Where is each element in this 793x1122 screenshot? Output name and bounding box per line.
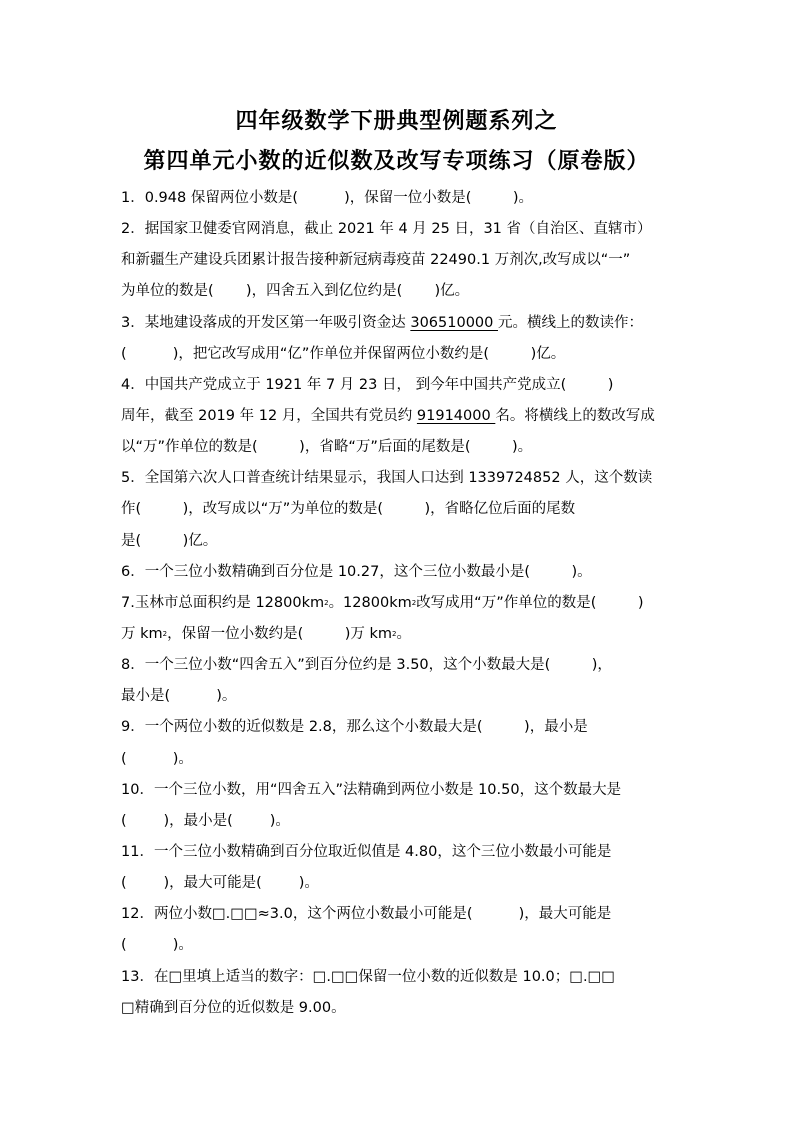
text: 4．中国共产党成立于 1921 年 7 月 23 日， 到今年中国共产党成立( ) (121, 376, 614, 393)
question-9-line2 (121, 744, 677, 775)
text: 是( )亿。 (121, 532, 218, 549)
text: ( )，最大可能是( )。 (121, 875, 319, 892)
text: 2．据国家卫健委官网消息，截止 2021 年 4 月 25 日，31 省（自治区、直辖市） (121, 221, 652, 238)
question-2-line1 (121, 214, 677, 245)
question-7-line1 (121, 588, 677, 619)
document-title-line1: 四年级数学下册典型例题系列之 (235, 109, 558, 134)
text: 12．两位小数□.□□≈3.0，这个两位小数最小可能是( )，最大可能是 (121, 906, 612, 923)
superscript: 2 (162, 629, 168, 638)
text: 和新疆生产建设兵团累计报告接种新冠病毒疫苗 22490.1 万剂次,改写成以“一” (121, 252, 631, 269)
question-12-line1 (121, 899, 677, 930)
question-3-line2 (121, 339, 677, 370)
question-10-line1 (121, 775, 677, 806)
document-title-line2: 第四单元小数的近似数及改写专项练习（原卷版） (143, 149, 650, 174)
underlined-number: 306510000 (410, 314, 498, 331)
text: 万 km (121, 625, 163, 642)
text: 1．0.948 保留两位小数是( )，保留一位小数是( )。 (121, 190, 534, 206)
text: 11．一个三位小数精确到百分位取近似值是 4.80，这个三位小数最小可能是 (121, 843, 612, 860)
question-8-line2 (121, 681, 677, 712)
question-6-line (121, 557, 677, 588)
text: 。12800km (328, 594, 412, 611)
question-4-line1 (121, 370, 677, 401)
text: 名。将横线上的数改写成 (495, 407, 655, 424)
text: 10．一个三位小数，用“四舍五入”法精确到两位小数是 10.50，这个数最大是 (121, 781, 622, 798)
question-13-line2 (121, 993, 677, 1024)
text: 7.玉林市总面积约是 12800km (121, 594, 325, 611)
superscript: 2 (392, 629, 397, 638)
text: 改写成用“万”作单位的数是( ) (416, 594, 644, 611)
text: ( )。 (121, 937, 193, 954)
text: 。 (396, 625, 412, 642)
question-5-line3 (121, 526, 677, 557)
text: 最小是( )。 (121, 688, 237, 705)
text: ( )。 (121, 750, 193, 767)
question-8-line1 (121, 650, 677, 681)
question-5-line1 (121, 463, 677, 494)
superscript: 2 (324, 598, 329, 607)
text: 6．一个三位小数精确到百分位是 10.27，这个三位小数最小是( )。 (121, 563, 592, 580)
text: 作( )，改写成以“万”为单位的数是( )，省略亿位后面的尾数 (121, 501, 576, 518)
text: 3．某地建设落成的开发区第一年吸引资金达 (121, 314, 411, 331)
question-1-line (121, 183, 677, 214)
question-3-line1 (121, 308, 677, 339)
text: 周年，截至 2019 年 12 月，全国共有党员约 (121, 407, 417, 424)
question-11-line1 (121, 837, 677, 868)
question-12-line2 (121, 930, 677, 961)
text: 5．全国第六次人口普查统计结果显示，我国人口达到 1339724852 人，这个数读 (121, 470, 653, 487)
text: 13．在□里填上适当的数字：□.□□保留一位小数的近似数是 10.0；□.□□ (121, 968, 615, 985)
text: 元。横线上的数读作： (497, 314, 643, 331)
question-9-line1 (121, 712, 677, 743)
text: 为单位的数是( )，四舍五入到亿位约是( )亿。 (121, 283, 470, 300)
text: ，保留一位小数约是( )万 km (167, 625, 393, 642)
question-11-line2 (121, 868, 677, 899)
question-4-line2 (121, 401, 677, 432)
text: 以“万”作单位的数是( )，省略“万”后面的尾数是( )。 (121, 439, 533, 456)
question-10-line2 (121, 806, 677, 837)
question-13-line1 (121, 962, 677, 993)
text: 8．一个三位小数“四舍五入”到百分位约是 3.50，这个小数最大是( )， (121, 657, 612, 674)
exercise-body (121, 183, 677, 1024)
text: ( )，最小是( )。 (121, 812, 290, 829)
superscript: 2 (411, 598, 417, 607)
question-5-line2 (121, 494, 677, 525)
question-4-line3 (121, 432, 677, 463)
question-7-line2 (121, 619, 677, 650)
text: ( )，把它改写成用“亿”作单位并保留两位小数约是( )亿。 (121, 345, 566, 362)
text: 9．一个两位小数的近似数是 2.8，那么这个小数最大是( )，最小是 (121, 719, 588, 736)
underlined-number: 91914000 (416, 407, 496, 424)
question-2-line2 (121, 245, 677, 276)
question-2-line3 (121, 276, 677, 307)
text: □精确到百分位的近似数是 9.00。 (121, 999, 346, 1016)
